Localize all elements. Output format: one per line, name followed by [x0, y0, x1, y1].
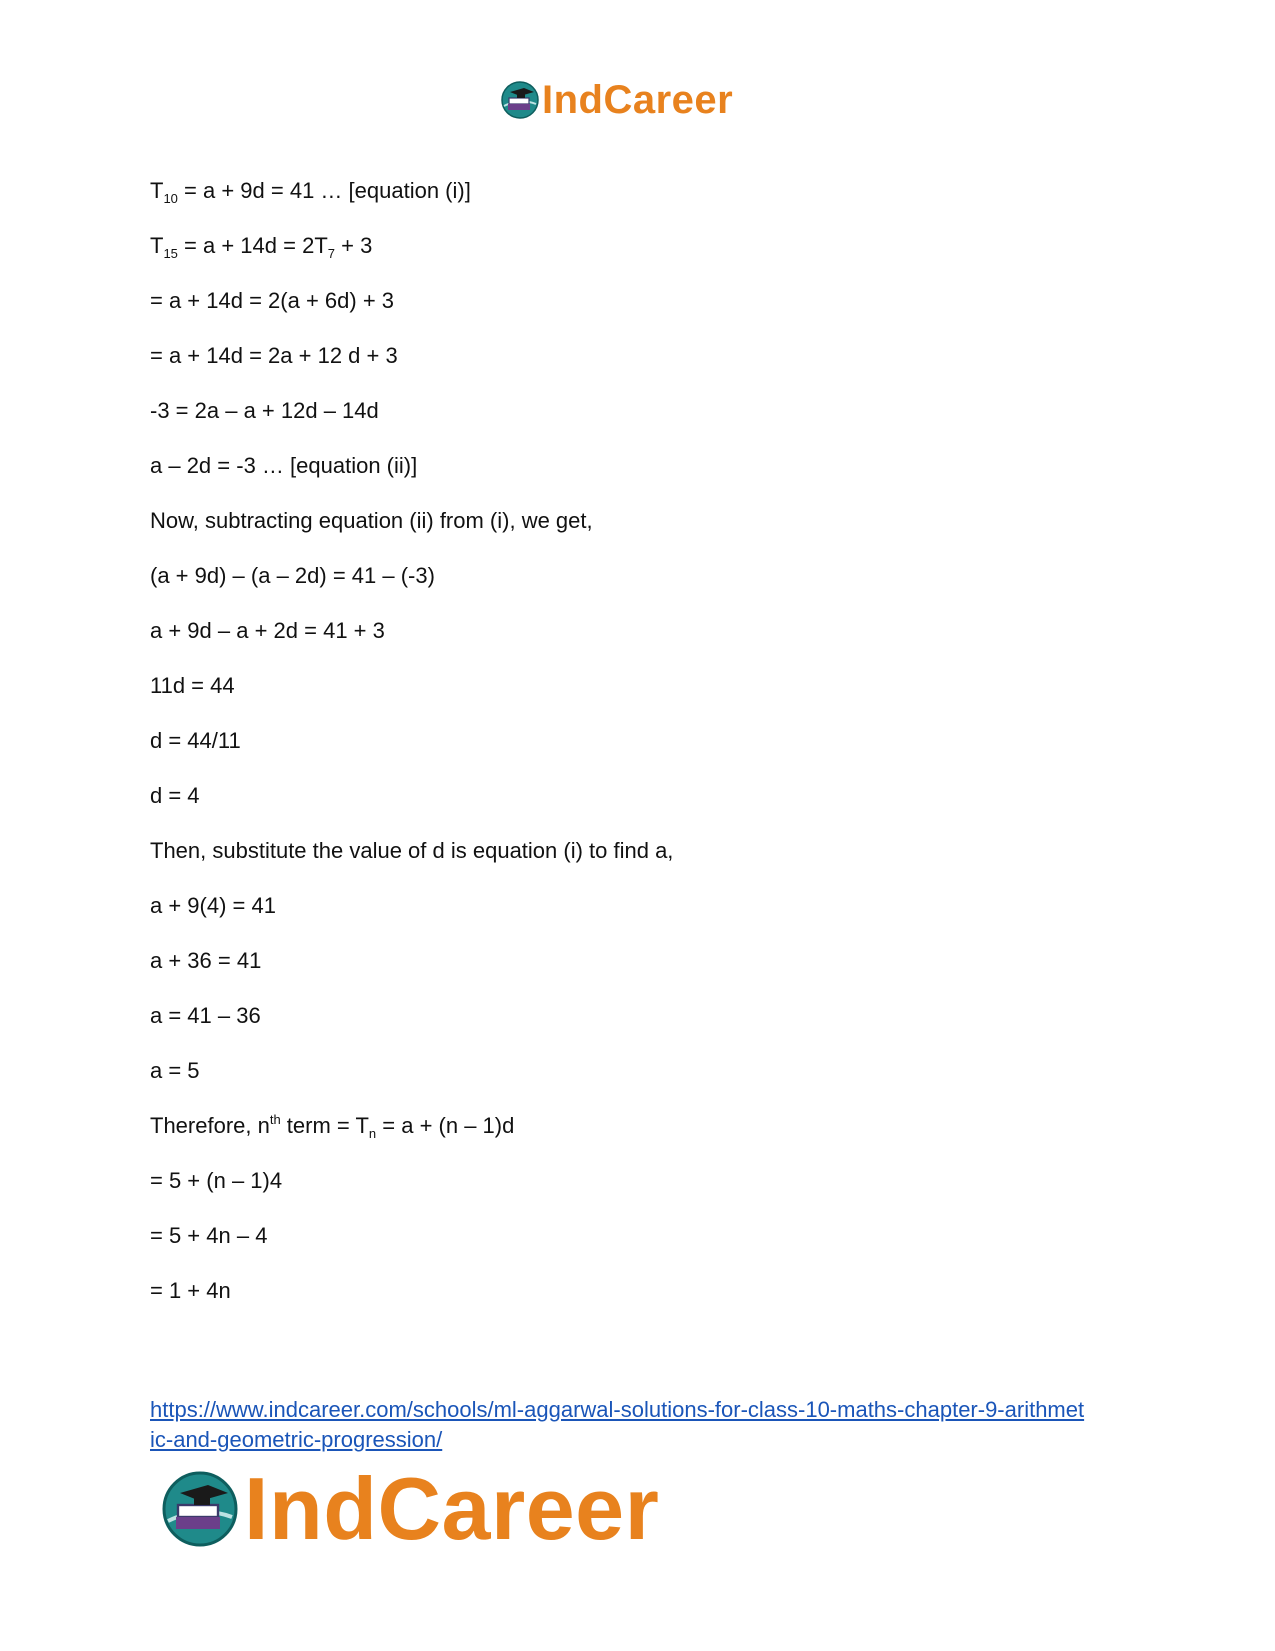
equation-line: = a + 14d = 2(a + 6d) + 3 — [150, 288, 395, 313]
footer-brand-text: IndCareer — [244, 1459, 660, 1558]
equation-line: = 5 + 4n – 4 — [150, 1223, 268, 1248]
header-logo — [500, 80, 733, 120]
source-link-part2[interactable]: ic-and-geometric-progression/ — [150, 1427, 443, 1452]
globe-book-icon — [500, 80, 540, 120]
header-brand-text: IndCareer — [542, 78, 734, 122]
equation-line: $T_{10} = a + 9d = 41$ … [equation (i)] — [150, 178, 471, 206]
equation-line: a + 9d – a + 2d = 41 + 3 — [150, 618, 385, 643]
equation-line: = 1 + 4n — [150, 1278, 231, 1303]
equation-line: a – 2d = -3 … [equation (ii)] — [150, 453, 418, 478]
solution-body — [150, 176, 1150, 1331]
source-link-part1[interactable]: https://www.indcareer.com/schools/ml-aggarwal-solutions-for-class-10-maths-chapter-9-arithmet — [150, 1397, 1085, 1422]
equation-line: a + 9(4) = 41 — [150, 893, 276, 918]
equation-line: = 5 + (n – 1)4 — [150, 1168, 283, 1193]
equation-line: $T_{15} = a + 14d = 2T_7 + 3$ — [150, 233, 373, 261]
explanation-line: Now, subtracting equation (ii) from (i), we get, — [150, 508, 593, 533]
equation-line: d = 44/11 — [150, 728, 241, 753]
equation-line: 11d = 44 — [150, 673, 235, 698]
explanation-line: Then, substitute the value of d is equation (i) to find a, — [150, 838, 674, 863]
equation-line: = a + 14d = 2a + 12 d + 3 — [150, 343, 398, 368]
equation-line: a + 36 = 41 — [150, 948, 262, 973]
equation-line: d = 4 — [150, 783, 200, 808]
equation-line: a = 41 – 36 — [150, 1003, 261, 1028]
source-link[interactable] — [150, 1395, 1150, 1455]
equation-line: -3 = 2a – a + 12d – 14d — [150, 398, 379, 423]
footer-logo — [160, 1459, 660, 1558]
equation-line: a = 5 — [150, 1058, 200, 1083]
globe-book-icon — [160, 1469, 240, 1549]
explanation-line: Therefore, $n^{th}$ term = $T_n = a + (n - 1)d$ — [150, 1112, 515, 1141]
equation-line: (a + 9d) – (a – 2d) = 41 – (-3) — [150, 563, 435, 588]
